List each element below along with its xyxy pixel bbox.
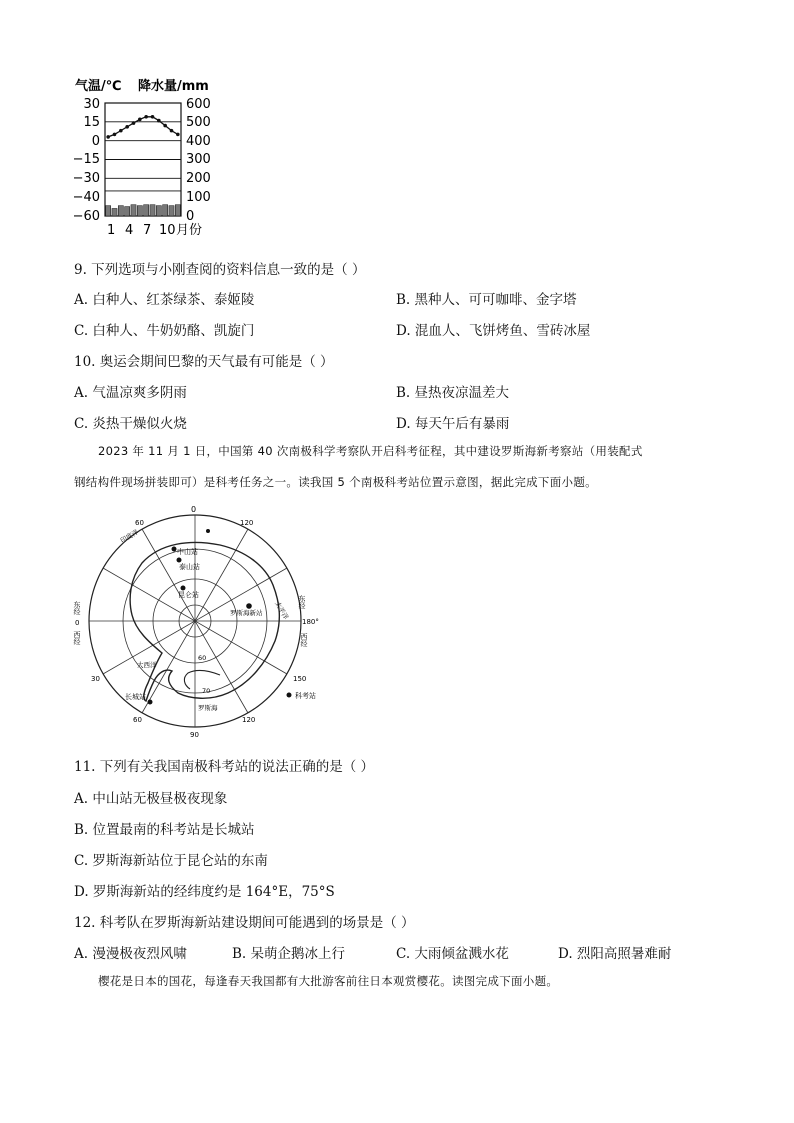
precipitation-bar (144, 205, 149, 216)
map-label-west-lon-right: 西经 (300, 633, 308, 647)
question-12-option-a[interactable]: A. 漫漫极夜烈风啸 (74, 946, 187, 962)
question-9-option-a[interactable]: A. 白种人、红茶绿茶、泰姬陵 (74, 292, 255, 308)
left-tick: 15 (83, 115, 100, 130)
temperature-point (125, 125, 129, 129)
precipitation-bar (169, 206, 174, 216)
map-label-lon-180: 180° (302, 618, 319, 626)
right-tick: 100 (186, 190, 211, 205)
right-tick: 400 (186, 134, 211, 149)
chart-right-axis-label: 降水量/mm (138, 79, 209, 94)
intro2-paragraph: 樱花是日本的国花，每逢春天我国都有大批游客前往日本观赏樱花。读图完成下面小题。 (98, 974, 559, 988)
question-10-stem: 10. 奥运会期间巴黎的天气最有可能是（ ） (74, 354, 334, 370)
left-tick: −60 (72, 209, 100, 224)
question-10-option-d[interactable]: D. 每天午后有暴雨 (396, 416, 510, 432)
station-dot-taishan (177, 558, 182, 563)
intro-paragraph-line1: 2023 年 11 月 1 日，中国第 40 次南极科学考察队开启科考征程，其中建设罗斯海新考察站（用装配式 (98, 444, 643, 458)
chart-left-axis-label: 气温/℃ (75, 79, 122, 94)
right-tick: 500 (186, 115, 211, 130)
map-label-east-lon-right: 东经 (298, 595, 306, 609)
temperature-point (132, 121, 136, 125)
map-label-west-lon-left: 西经 (73, 631, 81, 645)
question-9-option-c[interactable]: C. 白种人、牛奶奶酪、凯旋门 (74, 323, 255, 339)
legend-station-dot (287, 693, 292, 698)
map-label-lon-90: 90 (190, 731, 199, 739)
precipitation-bar (125, 207, 130, 216)
question-10-option-b[interactable]: B. 昼热夜凉温差大 (396, 385, 510, 401)
left-tick: 0 (91, 134, 100, 149)
map-label-atlantic: 大西洋 (137, 661, 157, 669)
left-tick: 30 (83, 97, 100, 112)
question-11-stem: 11. 下列有关我国南极科考站的说法正确的是（ ） (74, 759, 375, 775)
temperature-point (138, 118, 142, 122)
station-dot-luosihai (246, 603, 252, 609)
left-tick: −30 (72, 171, 100, 186)
map-label-kunlun: 昆仑站 (178, 591, 199, 599)
question-10-option-c[interactable]: C. 炎热干燥似火烧 (74, 416, 187, 432)
precipitation-bar (131, 205, 136, 216)
temperature-point (144, 115, 148, 119)
meridian-lines (89, 515, 301, 727)
station-dot-changcheng (148, 700, 153, 705)
question-11-option-d[interactable]: D. 罗斯海新站的经纬度约是 164°E，75°S (74, 884, 335, 900)
right-tick: 300 (186, 152, 211, 167)
antarctica-station-map (70, 503, 330, 741)
station-dot-zhongshan (172, 547, 177, 552)
antarctica-coastline (130, 542, 279, 701)
x-tick: 10 (159, 223, 176, 238)
right-tick: 200 (186, 171, 211, 186)
climate-chart (60, 70, 230, 245)
question-9-stem: 9. 下列选项与小刚查阅的资料信息一致的是（ ） (74, 262, 366, 278)
temperature-line (108, 117, 178, 137)
left-tick: −40 (72, 190, 100, 205)
question-9-option-d[interactable]: D. 混血人、飞饼烤鱼、雪砖冰屋 (396, 323, 591, 339)
map-label-lon-150: 150 (293, 675, 307, 683)
x-axis-label: 月份 (176, 223, 203, 238)
legend-station-label: 科考站 (295, 692, 316, 700)
question-12-option-d[interactable]: D. 烈阳高照暑难耐 (558, 946, 672, 962)
map-label-lon-60-top: 60 (135, 519, 144, 527)
question-12-option-b[interactable]: B. 呆萌企鹅冰上行 (232, 946, 346, 962)
map-label-lon-0: 0 (191, 505, 197, 514)
temperature-point (176, 133, 180, 137)
map-label-lon-60-bottom: 60 (133, 716, 142, 724)
precipitation-bar (150, 205, 155, 216)
temperature-point (163, 124, 167, 128)
precipitation-bar (175, 205, 180, 216)
map-label-changcheng: 长城站 (125, 693, 146, 701)
map-label-lat-60: 60 (198, 654, 207, 662)
station-dot-extra (206, 529, 210, 533)
map-label-lon-120: 120 (240, 519, 254, 527)
question-11-option-a[interactable]: A. 中山站无极昼极夜现象 (74, 791, 228, 807)
precipitation-bar (156, 206, 161, 216)
temperature-point (170, 129, 174, 133)
question-12-option-c[interactable]: C. 大雨倾盆溅水花 (396, 946, 509, 962)
map-label-indian-ocean: 印度洋 (119, 528, 140, 545)
precipitation-bar (137, 206, 142, 216)
question-12-stem: 12. 科考队在罗斯海新站建设期间可能遇到的场景是（ ） (74, 915, 415, 931)
temperature-point (151, 115, 155, 119)
map-label-lat-70: 70 (202, 687, 211, 695)
map-label-lon-120-bottom: 120 (242, 716, 256, 724)
left-tick: −15 (72, 152, 100, 167)
precipitation-bar (118, 206, 123, 216)
precipitation-bar (163, 205, 168, 216)
temperature-point (119, 129, 123, 133)
precipitation-bar (112, 208, 117, 216)
temperature-point (113, 133, 117, 137)
question-9-option-b[interactable]: B. 黑种人、可可咖啡、金字塔 (396, 292, 577, 308)
station-dot-kunlun (181, 586, 186, 591)
map-label-east-lon-left: 东经 (73, 601, 81, 615)
x-tick: 1 (107, 223, 116, 238)
map-label-zero-left: 0 (75, 619, 80, 627)
precipitation-bar (106, 206, 111, 216)
map-label-lon-30: 30 (91, 675, 100, 683)
map-label-taishan: 泰山站 (179, 563, 200, 571)
map-label-zhongshan: 中山站 (177, 548, 198, 556)
temperature-point (106, 135, 110, 139)
intro-paragraph-line2: 钢结构件现场拼装即可）是科考任务之一。读我国 5 个南极科考站位置示意图，据此完成下面小题。 (74, 475, 597, 489)
right-tick: 0 (186, 209, 195, 224)
map-label-luosihai: 罗斯海新站 (230, 609, 263, 617)
temperature-point (157, 119, 161, 123)
question-10-option-a[interactable]: A. 气温凉爽多阴雨 (74, 385, 187, 401)
question-11-option-c[interactable]: C. 罗斯海新站位于昆仑站的东南 (74, 853, 268, 869)
map-label-ross-sea: 罗斯海 (198, 704, 218, 712)
right-tick: 600 (186, 97, 211, 112)
x-tick: 4 (125, 223, 134, 238)
map-label-pacific: 太平洋 (273, 600, 290, 621)
x-tick: 7 (143, 223, 152, 238)
question-11-option-b[interactable]: B. 位置最南的科考站是长城站 (74, 822, 255, 838)
